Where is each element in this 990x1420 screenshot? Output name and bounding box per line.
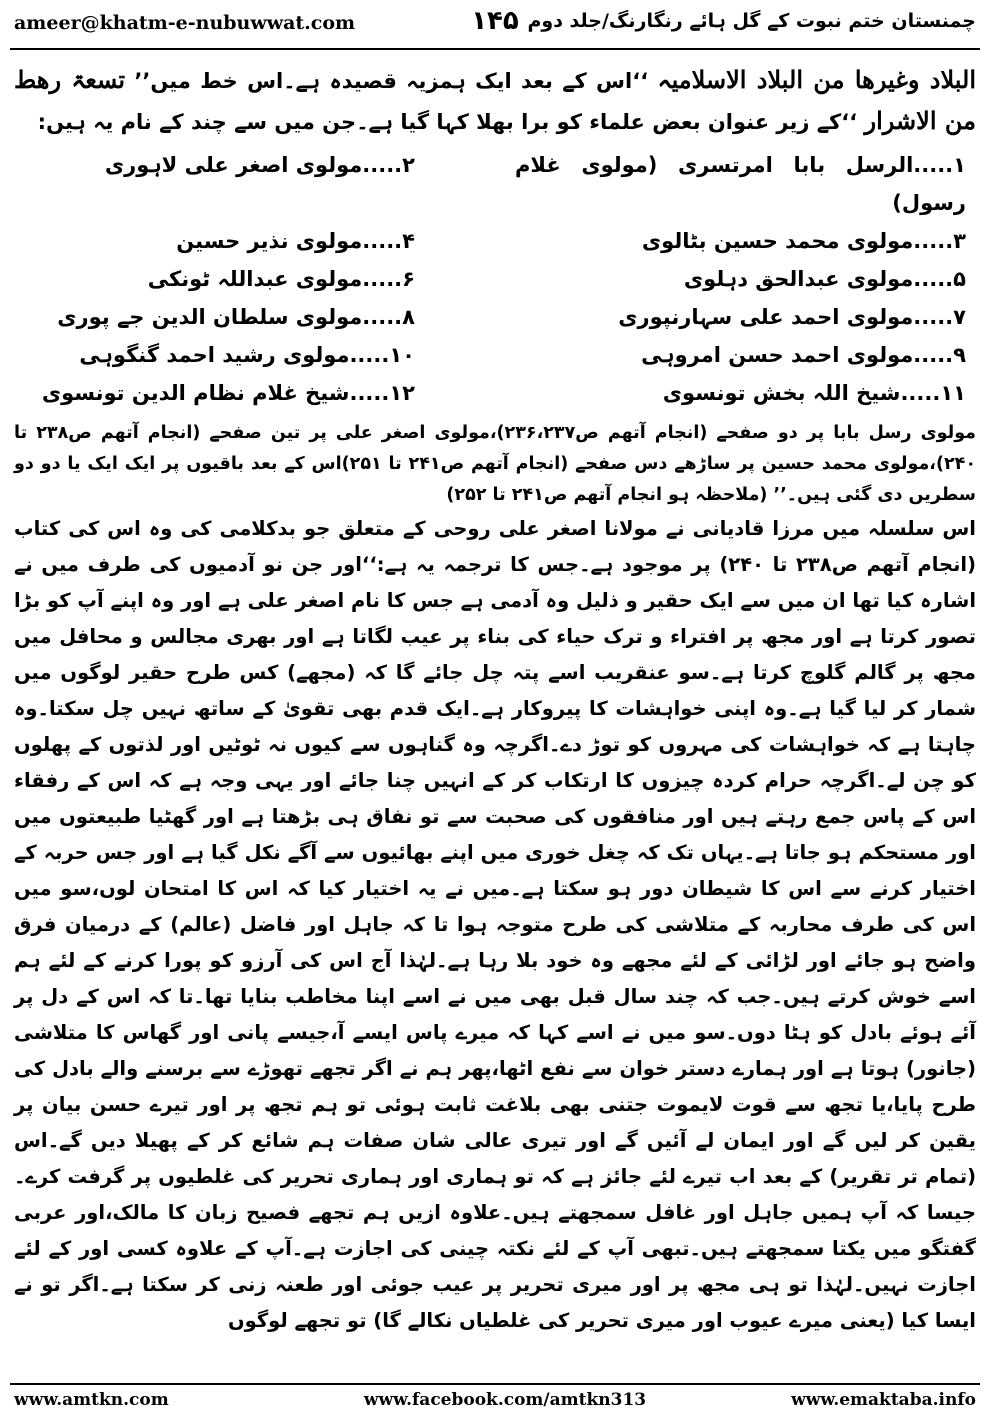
list-item: ۳.....مولوی محمد حسین بٹالوی <box>641 229 966 253</box>
list-item: ۶.....مولوی عبداللہ ٹونکی <box>147 267 415 291</box>
list-item: ۹.....مولوی احمد حسن امروہی <box>641 343 966 367</box>
list-item: ۸.....مولوی سلطان الدین جے پوری <box>57 305 415 329</box>
page-number: ۱۴۵ <box>471 6 519 36</box>
footer-link-facebook[interactable]: www.facebook.com/amtkn313 <box>363 1390 647 1410</box>
list-item: ۱.....الرسل بابا امرتسری (مولوی غلام رسول) <box>515 153 966 215</box>
names-list <box>14 146 976 412</box>
intro-text-1: ‘‘اس کے بعد ایک ہمزیہ قصیدہ ہے۔اس خط میں’’ <box>134 69 649 93</box>
intro-text-2: ‘‘کے زیر عنوان بعض علماء کو برا بھلا کہا گیا ہے۔جن میں سے چند کے نام یہ ہیں: <box>37 110 858 134</box>
intro-arabic-phrase-1: البلاد وغیرھا من البلاد الاسلامیہ <box>657 65 977 94</box>
footer-link-emaktaba[interactable]: www.emaktaba.info <box>791 1390 976 1410</box>
intro-arabic-phrase-2: تسعۃ رھط من الاشرار <box>14 65 976 135</box>
header-email: ameer@khatm-e-nubuwwat.com <box>14 12 356 34</box>
translation-paragraph: اس سلسلہ میں مرزا قادیانی نے مولانا اصغر علی روحی کے متعلق جو بدکلامی کی وہ اس کی کتاب (انجام آتھم ص۲۳۸ تا ۲۴۰) پر موجود ہے۔جس کا ترجمہ یہ ہے:‘‘اور جن نو آدمیوں کی طرف میں نے اشارہ کیا تھا ان میں سے ایک حقیر و ذلیل وہ آدمی ہے جس کا نام اصغر علی ہے اور وہ اپنے آپ کو بڑا تصور کرتا ہے اور مجھ پر افتراء و ترک حیاء کی بناء پر عیب لگاتا ہے اور بھری مجالس و محافل میں مجھ پر گالم گلوچ کرتا ہے۔سو عنقریب اسے پتہ چل جائے گا کہ (مجھے) کس طرح حقیر لوگوں میں شمار کر لیا گیا ہے۔وہ اپنی خواہشات کا پیروکار ہے۔ایک قدم بھی تقویٰ کے ساتھ نہیں چل سکتا۔وہ چاہتا ہے کہ خواہشات کی مہروں کو توڑ دے۔اگرچہ وہ گناہوں سے کیوں نہ ٹوٹیں اور لذتوں کے پھلوں کو چن لے۔اگرچہ حرام کردہ چیزوں کا ارتکاب کر کے انہیں چنا جائے اور یہی وجہ ہے کہ اس کے رفقاء اس کے پاس جمع رہتے ہیں اور منافقوں کی صحبت سے تو نفاق ہی بڑھتا ہے اور گھٹیا طبیعتوں میں اور مستحکم ہو جاتا ہے۔یہاں تک کہ چغل خوری میں اپنے بھائیوں سے آگے نکل گیا ہے اور جس حربہ کے اختیار کرنے سے اس کا شیطان دور ہو سکتا ہے۔میں نے یہ اختیار کیا کہ اس کا امتحان لوں،سو میں اس کی طرف محاربہ کے متلاشی کی طرح متوجہ ہوا تا کہ جاہل اور فاضل (عالم) کے درمیان فرق واضح ہو جائے اور لڑائی کے لئے مجھے وہ خود بلا رہا ہے۔لہٰذا آج اس کی آرزو کو پورا کرنے کے لئے ہم اسے خوش کرتے ہیں۔جب کہ چند سال قبل بھی میں نے اسے اپنا مخاطب بنایا تھا۔تا کہ اس کے دل پر آئے ہوئے بادل کو ہٹا دوں۔سو میں نے اسے کہا کہ میرے پاس ایسے آ،جیسے پانی اور گھاس کا متلاشی (جانور) ہوتا ہے اور ہمارے دستر خوان سے نفع اٹھا،پھر ہم نے اگر تجھے تھوڑے سے برسنے والے بادل کی طرح پایا،یا تجھ سے قوت لایموت جتنی بھی بلاغت ثابت ہوئی تو ہم تجھ پر اور تیرے حسن بیان پر یقین کر لیں گے اور ایمان لے آئیں گے اور تیری عالی شان صفات ہم شائع کر کے پھیلا دیں گے۔اس (تمام تر تقریر) کے بعد اب تیرے لئے جائز ہے کہ تو ہماری اور ہماری تحریر کی غلطیوں پر گرفت کرے۔جیسا کہ آپ ہمیں جاہل اور غافل سمجھتے ہیں۔علاوہ ازیں ہم تجھے فصیح زبان کا مالک،اور عربی گفتگو میں یکتا سمجھتے ہیں۔تبھی آپ کے لئے نکتہ چینی کی اجازت ہے۔آپ کے علاوہ کسی اور کے لئے اجازت نہیں۔لہٰذا تو ہی مجھ پر اور میری تحریر پر عیب جوئی اور طعنہ زنی کر سکتا ہے۔اگر تو نے ایسا کیا (یعنی میرے عیوب اور میری تحریر کی غلطیاں نکالے گا) تو تجھے لوگوں <box>14 517 976 1332</box>
list-item: ۱۱.....شیخ اللہ بخش تونسوی <box>662 381 966 405</box>
list-item: ۷.....مولوی احمد علی سہارنپوری <box>618 305 966 329</box>
page-body <box>14 60 976 1339</box>
list-item: ۱۲.....شیخ غلام نظام الدین تونسوی <box>41 381 415 405</box>
list-item: ۴.....مولوی نذیر حسین <box>176 229 415 253</box>
book-title: چمنستان ختم نبوت کے گل ہائے رنگارنگ/جلد دوم <box>527 10 976 32</box>
list-item: ۱۰.....مولوی رشید احمد گنگوہی <box>79 343 415 367</box>
list-item: ۲.....مولوی اصغر علی لاہوری <box>104 153 415 177</box>
footer-divider <box>10 1383 980 1385</box>
header-divider <box>10 48 980 50</box>
page-header <box>0 0 990 50</box>
intro-paragraph <box>14 60 976 142</box>
list-item: ۵.....مولوی عبدالحق دہلوی <box>683 267 966 291</box>
footer-link-amtkn[interactable]: www.amtkn.com <box>14 1390 169 1410</box>
pages-paragraph: مولوی رسل بابا پر دو صفحے (انجام آتھم ص۲۳۶،۲۳۷)،مولوی اصغر علی پر تین صفحے (انجام آتھم ص۲۳۸ تا ۲۴۰)،مولوی محمد حسین پر ساڑھے دس صفحے (انجام آتھم ص۲۴۱ تا ۲۵۱)اس کے بعد باقیوں پر ایک ایک یا دو دو سطریں دی گئی ہیں۔’’ (ملاحظہ ہو انجام آتھم ص۲۴۱ تا ۲۵۲) <box>14 423 976 505</box>
